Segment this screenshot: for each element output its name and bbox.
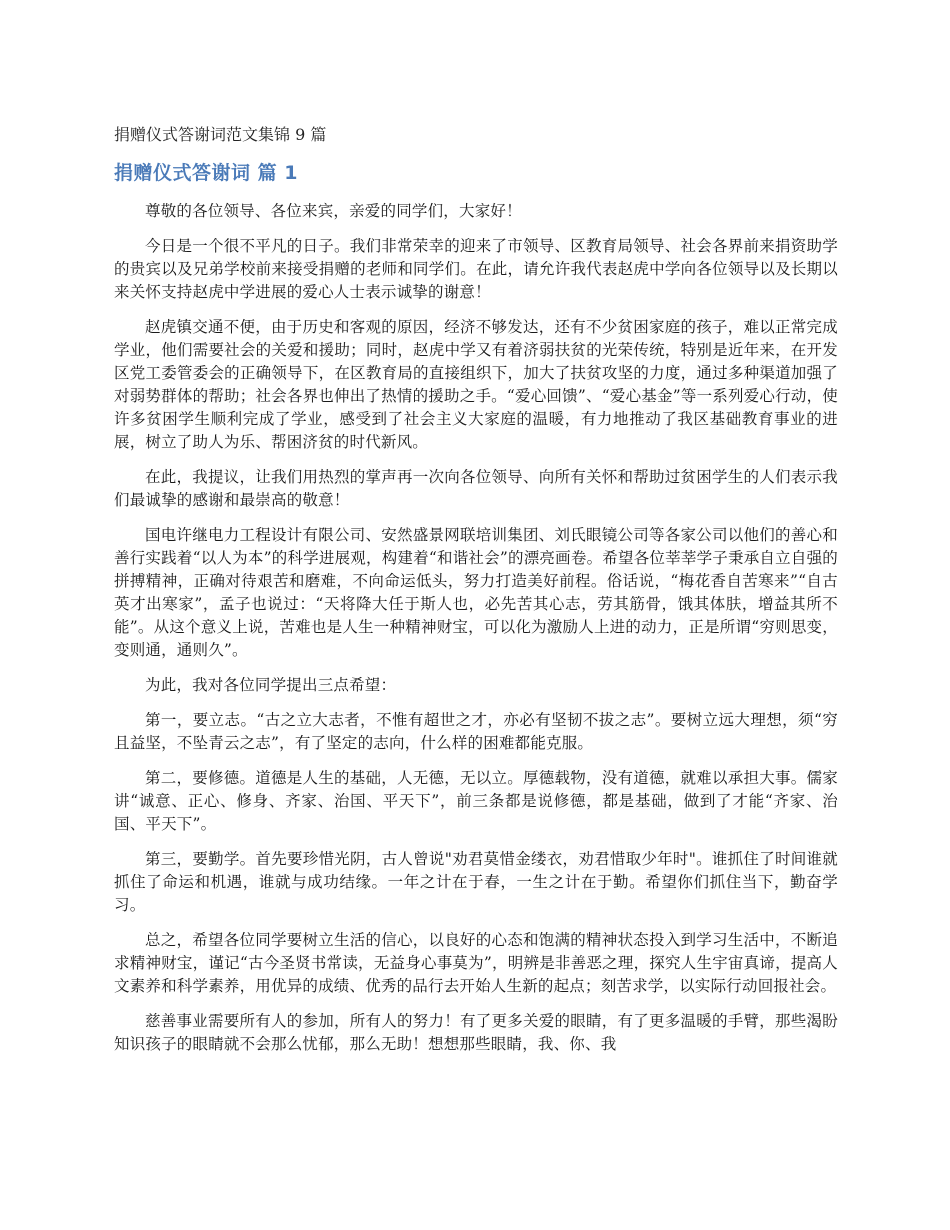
paragraph-charity: 慈善事业需要所有人的参加，所有人的努力！有了更多关爱的眼睛，有了更多温暖的手臂，那些渴盼知识孩子的眼睛就不会那么忧郁，那么无助！想想那些眼睛，我、你、我 bbox=[114, 1012, 838, 1053]
paragraph-hopes-intro: 为此，我对各位同学提出三点希望： bbox=[145, 676, 397, 694]
section-heading: 捐赠仪式答谢词 篇 1 bbox=[114, 162, 298, 184]
paragraph-applause: 在此，我提议，让我们用热烈的掌声再一次向各位领导、向所有关怀和帮助过贫困学生的人们表示我们最诚挚的感谢和最崇高的敬意！ bbox=[114, 468, 838, 509]
paragraph-summary: 总之，希望各位同学要树立生活的信心，以良好的心态和饱满的精神状态投入到学习生活中，不断追求精神财宝，谨记“古今圣贤书常读，无益身心事莫为”，明辨是非善恶之理，探究人生宇宙真谛，提高人文素养和科学素养，用优异的成绩、优秀的品行去开始人生新的起点；刻苦求学，以实际行动回报社会。 bbox=[114, 931, 838, 995]
paragraph-welcome: 今日是一个很不平凡的日子。我们非常荣幸的迎来了市领导、区教育局领导、社会各界前来捐资助学的贵宾以及兄弟学校前来接受捐赠的老师和同学们。在此，请允许我代表赵虎中学向各位领导以及长期以来关怀支持赵虎中学进展的爱心人士表示诚挚的谢意！ bbox=[114, 237, 838, 301]
paragraph-hope-2: 第二，要修德。道德是人生的基础，人无德，无以立。厚德载物，没有道德，就难以承担大事。儒家讲“诚意、正心、修身、齐家、治国、平天下”，前三条都是说修德，都是基础，做到了才能“齐家、治国、平天下”。 bbox=[114, 769, 838, 833]
document-title: 捐赠仪式答谢词范文集锦 9 篇 bbox=[114, 125, 327, 144]
paragraph-donors: 国电许继电力工程设计有限公司、安然盛景网联培训集团、刘氏眼镜公司等各家公司以他们的善心和善行实践着“以人为本”的科学进展观，构建着“和谐社会”的漂亮画卷。希望各位莘莘学子秉承自立自强的拼搏精神，正确对待艰苦和磨难，不向命运低头，努力打造美好前程。俗话说，“梅花香自苦寒来”“自古英才出寒家”，孟子也说过：“天将降大任于斯人也，必先苦其心志，劳其筋骨，饿其体肤，增益其所不能”。从这个意义上说，苦难也是人生一种精神财宝，可以化为激励人上进的动力，正是所谓“穷则思变，变则通，通则久”。 bbox=[114, 526, 838, 659]
paragraph-greeting: 尊敬的各位领导、各位来宾，亲爱的同学们，大家好！ bbox=[145, 202, 522, 220]
paragraph-background: 赵虎镇交通不便，由于历史和客观的原因，经济不够发达，还有不少贫困家庭的孩子，难以正常完成学业，他们需要社会的关爱和援助；同时，赵虎中学又有着济弱扶贫的光荣传统，特别是近年来，在开发区党工委管委会的正确领导下，在区教育局的直接组织下，加大了扶贫攻坚的力度，通过多种渠道加强了对弱势群体的帮助；社会各界也伸出了热情的援助之手。“爱心回馈”、“爱心基金”等一系列爱心行动，使许多贫困学生顺利完成了学业，感受到了社会主义大家庭的温暖，有力地推动了我区基础教育事业的进展，树立了助人为乐、帮困济贫的时代新风。 bbox=[114, 318, 838, 451]
document-page bbox=[114, 124, 838, 1068]
paragraph-hope-3: 第三，要勤学。首先要珍惜光阴，古人曾说"劝君莫惜金缕衣，劝君惜取少年时"。谁抓住了时间谁就抓住了命运和机遇，谁就与成功结缘。一年之计在于春，一生之计在于勤。希望你们抓住当下，勤奋学习。 bbox=[114, 850, 838, 914]
paragraph-hope-1: 第一，要立志。“古之立大志者，不惟有超世之才，亦必有坚韧不拔之志”。要树立远大理想，须“穷且益坚，不坠青云之志”，有了坚定的志向，什么样的困难都能克服。 bbox=[114, 711, 838, 752]
